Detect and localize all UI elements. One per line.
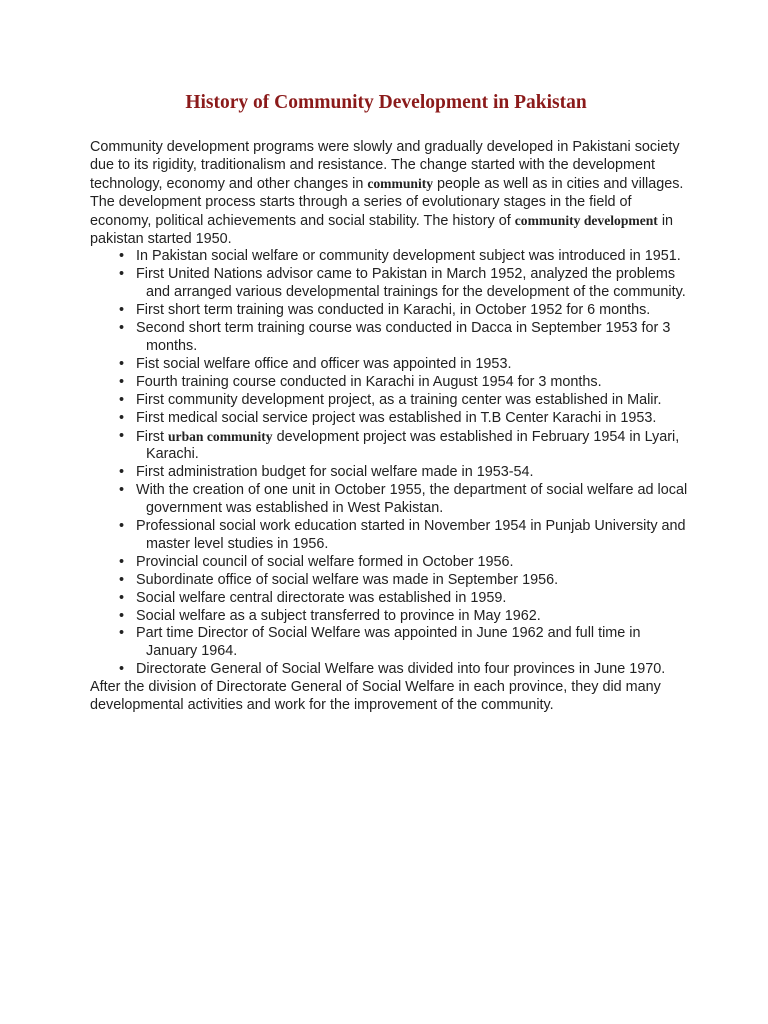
page-title: History of Community Development in Pakistan (185, 92, 587, 113)
list-item (90, 248, 690, 266)
list-item (90, 374, 690, 392)
list-item-text: First administration budget for social welfare made in 1953-54. (136, 464, 534, 481)
bullet-icon: • (119, 607, 125, 624)
bullet-icon: • (119, 391, 125, 408)
list-item-text: First community development project, as a training center was established in Malir. (136, 391, 662, 408)
intro-paragraph-2 (90, 194, 690, 249)
list-item-text: Fist social welfare office and officer was appointed in 1953. (136, 355, 512, 372)
bullet-icon: • (119, 266, 125, 283)
intro-text: people as well as in cities and villages. (433, 175, 684, 192)
list-item-text: Directorate General of Social Welfare was divided into four provinces in June 1970. (136, 661, 666, 678)
list-item-text: First (136, 428, 168, 445)
list-item-text: Fourth training course conducted in Karachi in August 1954 for 3 months. (136, 373, 602, 390)
bullet-icon: • (119, 625, 125, 642)
bullet-icon: • (119, 518, 125, 535)
list-item (90, 392, 690, 410)
bullet-icon: • (119, 553, 125, 570)
intro-text: Community development programs were slowly and gradually developed in Pakistani society due to its rigidity, traditionalism and resistance. The change started with the development technology, economy and other changes in (90, 139, 680, 192)
list-item (90, 661, 690, 679)
list-item (90, 482, 690, 518)
bullet-icon: • (119, 409, 125, 426)
list-item-text: development project was established in February 1954 in Lyari, Karachi. (146, 428, 680, 463)
history-bullet-list (90, 248, 690, 679)
document-body (90, 139, 690, 715)
list-item-text: Social welfare as a subject transferred to province in May 1962. (136, 607, 541, 624)
bullet-icon: • (119, 482, 125, 499)
keyword-link[interactable]: urban community (167, 428, 273, 444)
bullet-icon: • (119, 589, 125, 606)
list-item-text: Social welfare central directorate was established in 1959. (136, 589, 507, 606)
list-item-text: Second short term training course was conducted in Dacca in September 1953 for 3 months. (136, 320, 671, 354)
list-item-text: First medical social service project was established in T.B Center Karachi in 1953. (136, 409, 657, 426)
list-item (90, 518, 690, 554)
list-item (90, 428, 690, 465)
intro-text: The development process starts through a series of evolutionary stages in the field of economy, political achievements and social stability. The history of (90, 193, 632, 229)
bullet-icon: • (119, 427, 125, 444)
bullet-icon: • (119, 248, 125, 265)
list-item (90, 625, 690, 661)
list-item (90, 464, 690, 482)
bullet-icon: • (119, 373, 125, 390)
list-item-text: Part time Director of Social Welfare was appointed in June 1962 and full time in January 1964. (136, 625, 641, 660)
list-item-text: In Pakistan social welfare or community development subject was introduced in 1951. (136, 248, 681, 265)
list-item (90, 590, 690, 608)
bullet-icon: • (119, 302, 125, 319)
intro-text: in pakistan started 1950. (90, 212, 674, 247)
bullet-icon: • (119, 661, 125, 678)
list-item (90, 572, 690, 590)
bullet-icon: • (119, 464, 125, 481)
list-item (90, 302, 690, 320)
conclusion-paragraph: After the division of Directorate General of Social Welfare in each province, they did many developmental activities and work for the improvement of the community. (90, 679, 661, 714)
bullet-icon: • (119, 320, 125, 337)
list-item (90, 266, 690, 302)
list-item (90, 608, 690, 626)
list-item (90, 554, 690, 572)
list-item-text: Subordinate office of social welfare was made in September 1956. (136, 571, 559, 588)
keyword-link[interactable]: community development (514, 212, 658, 228)
list-item (90, 356, 690, 374)
bullet-icon: • (119, 355, 125, 372)
list-item-text: First short term training was conducted in Karachi, in October 1952 for 6 months. (136, 302, 651, 319)
list-item (90, 320, 690, 356)
list-item-text: With the creation of one unit in October 1955, the department of social welfare ad local government was established in West Pakistan. (136, 482, 688, 517)
bullet-icon: • (119, 571, 125, 588)
list-item-text: Professional social work education started in November 1954 in Punjab University and master level studies in 1956. (136, 518, 686, 552)
list-item-text: First United Nations advisor came to Pakistan in March 1952, analyzed the problems and arranged various developmental trainings for the development of the community. (136, 266, 686, 301)
intro-paragraph-1 (90, 139, 690, 194)
list-item-text: Provincial council of social welfare formed in October 1956. (136, 553, 514, 570)
list-item (90, 410, 690, 428)
keyword-link[interactable]: community (367, 175, 434, 191)
